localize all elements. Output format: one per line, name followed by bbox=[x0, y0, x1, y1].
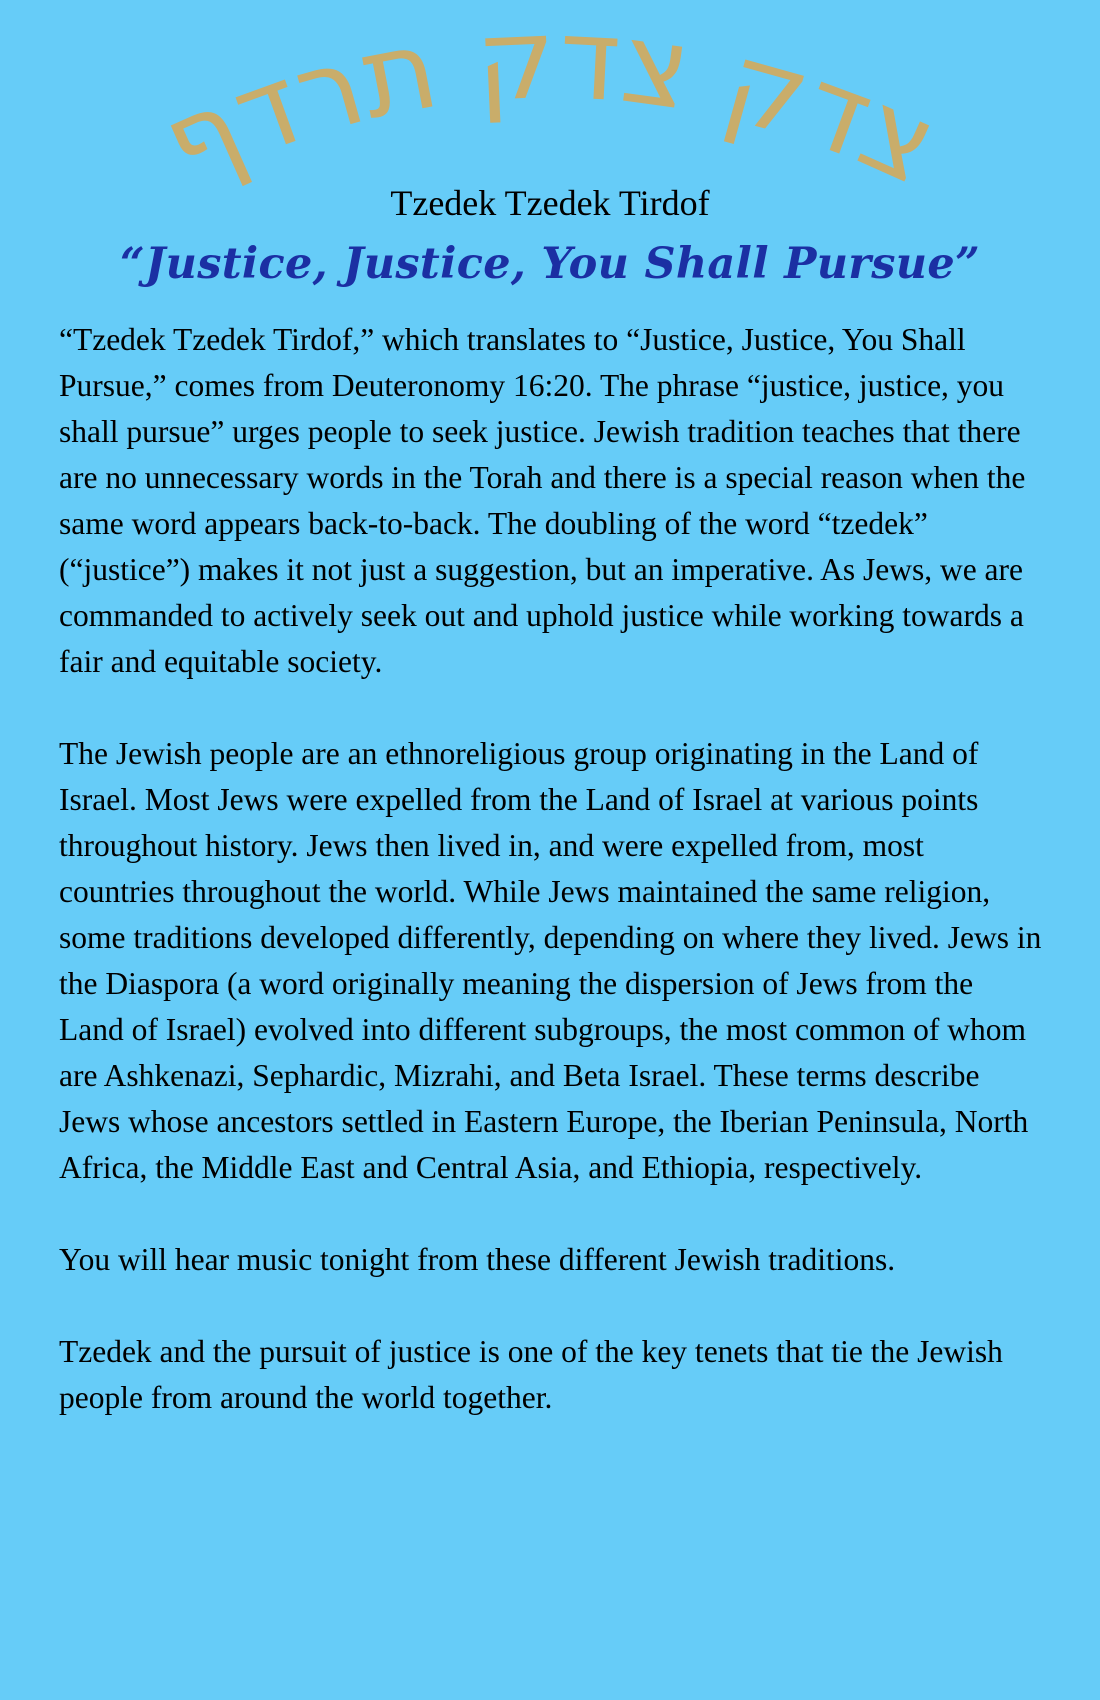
translation-subtitle: “Justice, Justice, You Shall Pursue” bbox=[119, 239, 981, 289]
hebrew-title bbox=[144, 0, 955, 210]
paragraph-closing: Tzedek and the pursuit of justice is one of the key tenets that tie the Jewish people from around the world together. bbox=[59, 1334, 1003, 1415]
hebrew-title-text: צדק צדק תרדף bbox=[144, 0, 956, 211]
paragraph-music: You will hear music tonight from these different Jewish traditions. bbox=[59, 1242, 896, 1277]
paragraph-history: The Jewish people are an ethnoreligious group originating in the Land of Israel. Most Jews were expelled from the Land of Israel at various points throughout history. Jews then lived in, and were expelled from, most countries throughout the world. While Jews maintained the same religion, some traditions developed differently, depending on where they lived. Jews in the Diaspora (a word originally meaning the dispersion of Jews from the Land of Israel) evolved into different subgroups, the most common of whom are Ashkenazi, Sephardic, Mizrahi, and Beta Israel. These terms describe Jews whose ancestors settled in Eastern Europe, the Iberian Peninsula, North Africa, the Middle East and Central Asia, and Ethiopia, respectively. bbox=[59, 736, 1042, 1185]
transliteration-heading: Tzedek Tzedek Tirdof bbox=[390, 183, 710, 223]
paragraph-intro: “Tzedek Tzedek Tirdof,” which translates to “Justice, Justice, You Shall Pursue,” comes from Deuteronomy 16:20. The phrase “justice, justice, you shall pursue” urges people to seek justice. Jewish tradition teaches that there are no unnecessary words in the Torah and there is a special reason when the same word appears back-to-back. The doubling of the word “tzedek” (“justice”) makes it not just a suggestion, but an imperative. As Jews, we are commanded to actively seek out and uphold justice while working towards a fair and equitable society. bbox=[59, 322, 1026, 679]
body-text bbox=[59, 317, 1044, 1467]
